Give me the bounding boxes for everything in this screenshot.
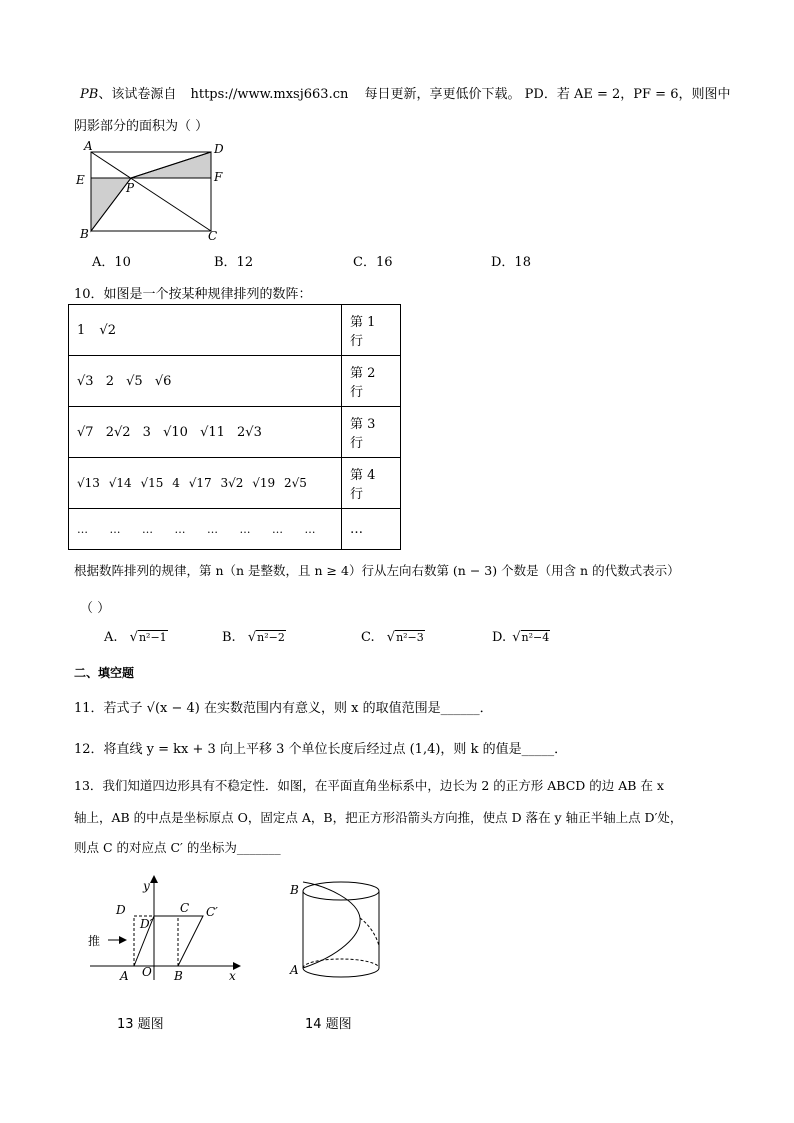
matrix-cell: √5 bbox=[126, 373, 143, 389]
row-4-label: 第 4 行 bbox=[342, 458, 401, 509]
matrix-cell: 2 bbox=[105, 373, 114, 389]
q12-text: 12．将直线 y = kx + 3 向上平移 3 个单位长度后经过点 (1,4)，则 k 的值是_____． bbox=[74, 742, 568, 757]
row-3-label: 第 3 行 bbox=[342, 407, 401, 458]
q13-caption: 13 题图 bbox=[117, 1017, 164, 1032]
row-4-values bbox=[69, 458, 342, 509]
q9-condition: PD．若 AE = 2，PF = 6，则图中 bbox=[524, 87, 731, 102]
option-letter: B. bbox=[222, 630, 236, 645]
matrix-cell: … bbox=[272, 522, 283, 536]
q9-option-d[interactable]: D．18 bbox=[491, 255, 531, 270]
label-c: C bbox=[180, 901, 190, 915]
q9-line1 bbox=[80, 83, 730, 102]
q9-figure bbox=[74, 138, 234, 242]
q14-figure bbox=[288, 876, 388, 984]
q10-option-c[interactable] bbox=[361, 630, 425, 645]
option-letter: C. bbox=[361, 630, 375, 645]
q11-text: 11．若式子 √(x − 4) 在实数范围内有意义，则 x 的取值范围是______． bbox=[74, 701, 493, 716]
matrix-cell: … bbox=[304, 522, 316, 536]
matrix-cell: √19 bbox=[252, 476, 276, 490]
q13-line3: 则点 C 的对应点 C′ 的坐标为_______ bbox=[74, 840, 281, 855]
q10-stem: 10．如图是一个按某种规律排列的数阵： bbox=[74, 287, 312, 302]
matrix-cell: √7 bbox=[77, 424, 94, 440]
label-y: y bbox=[143, 879, 150, 893]
table-row bbox=[69, 407, 401, 458]
matrix-cell: √14 bbox=[108, 476, 132, 490]
matrix-cell: √2 bbox=[99, 322, 116, 338]
q9-label-a: A bbox=[84, 139, 93, 153]
row-2-label: 第 2 行 bbox=[342, 356, 401, 407]
section-heading: 二、填空题 bbox=[74, 666, 135, 680]
q9-update-text: 每日更新，享更低价下载。 bbox=[364, 87, 521, 102]
matrix-cell: 4 bbox=[172, 476, 180, 490]
matrix-cell: … bbox=[174, 522, 186, 536]
option-letter: D. bbox=[492, 630, 507, 645]
matrix-cell: √10 bbox=[163, 424, 188, 440]
label-a: A bbox=[120, 969, 129, 983]
label-b: B bbox=[290, 883, 299, 897]
matrix-cell: 2√3 bbox=[237, 424, 262, 440]
q10-rule-text: 根据数阵排列的规律，第 n（n 是整数，且 n ≥ 4）行从左向右数第 (n − 3) 个数是（用含 n 的代数式表示） bbox=[74, 563, 680, 578]
q10-option-d[interactable] bbox=[492, 630, 550, 645]
q9-url[interactable]: https://www.mxsj663.cn bbox=[190, 87, 349, 102]
matrix-cell: … bbox=[239, 522, 251, 536]
matrix-cell: √3 bbox=[77, 373, 94, 389]
q9-label-p: P bbox=[126, 181, 135, 195]
row-2-values bbox=[69, 356, 342, 407]
row-1-label: 第 1 行 bbox=[342, 305, 401, 356]
q9-line2: 阴影部分的面积为（ ） bbox=[74, 119, 209, 134]
q13-line2: 轴上，AB 的中点是坐标原点 O，固定点 A，B，把正方形沿箭头方向推，使点 D 落在 y 轴正半轴上点 D′处， bbox=[74, 810, 683, 825]
sqrt-icon: √n²−4 bbox=[512, 630, 550, 645]
matrix-cell: … bbox=[109, 522, 121, 536]
table-row bbox=[69, 509, 401, 550]
row-5-values bbox=[69, 509, 342, 550]
table-row bbox=[69, 356, 401, 407]
matrix-cell: 3 bbox=[142, 424, 151, 440]
sqrt-icon: √n²−1 bbox=[129, 630, 167, 645]
q14-caption: 14 题图 bbox=[305, 1017, 352, 1032]
row-5-label: … bbox=[342, 509, 401, 550]
matrix-cell: … bbox=[77, 522, 88, 536]
matrix-cell: 2√5 bbox=[283, 476, 307, 490]
matrix-cell: √11 bbox=[200, 424, 225, 440]
q9-label-e: E bbox=[76, 173, 85, 187]
table-row bbox=[69, 305, 401, 356]
matrix-cell: √6 bbox=[154, 373, 172, 389]
option-letter: A. bbox=[104, 630, 118, 645]
q10-option-a[interactable] bbox=[104, 630, 168, 645]
option-expr: n²−3 bbox=[396, 631, 424, 644]
label-a: A bbox=[290, 963, 299, 977]
q9-source-text: 、该试卷源自 bbox=[98, 87, 177, 102]
q13-figure bbox=[82, 872, 252, 987]
q9-option-b[interactable]: B．12 bbox=[214, 255, 254, 270]
matrix-cell: … bbox=[207, 522, 218, 536]
label-b: B bbox=[174, 969, 183, 983]
q9-option-a[interactable]: A．10 bbox=[92, 255, 131, 270]
matrix-cell: 3√2 bbox=[220, 476, 244, 490]
q9-label-d: D bbox=[214, 142, 224, 156]
matrix-cell: 1 bbox=[77, 322, 86, 338]
option-expr: n²−4 bbox=[521, 631, 550, 644]
q9-label-b: B bbox=[80, 227, 89, 241]
sqrt-icon: √n²−2 bbox=[247, 630, 285, 645]
label-x: x bbox=[229, 969, 236, 983]
cylinder-bottom-front bbox=[303, 968, 379, 977]
q9-pb: PB bbox=[80, 87, 99, 102]
matrix-cell: √13 bbox=[77, 476, 100, 490]
matrix-cell: √15 bbox=[140, 476, 164, 490]
helix-back bbox=[360, 918, 379, 946]
row-1-values bbox=[69, 305, 342, 356]
q10-blank: （ ） bbox=[80, 601, 111, 616]
option-expr: n²−1 bbox=[138, 631, 167, 644]
table-row bbox=[69, 458, 401, 509]
number-matrix-table bbox=[68, 304, 401, 550]
q9-option-c[interactable]: C．16 bbox=[353, 255, 393, 270]
q9-label-f: F bbox=[214, 170, 223, 184]
matrix-cell: √17 bbox=[188, 476, 212, 490]
q9-label-c: C bbox=[208, 229, 218, 242]
matrix-cell: 2√2 bbox=[105, 424, 131, 440]
q10-option-b[interactable] bbox=[222, 630, 286, 645]
label-cp: C′ bbox=[206, 905, 218, 919]
option-expr: n²−2 bbox=[257, 631, 285, 644]
label-push: 推 bbox=[88, 934, 101, 948]
matrix-cell: … bbox=[142, 522, 153, 536]
label-o: O bbox=[142, 965, 152, 979]
label-d: D bbox=[116, 903, 126, 917]
helix-front bbox=[303, 882, 360, 968]
label-dp: D′ bbox=[140, 917, 153, 931]
sqrt-icon: √n²−3 bbox=[386, 630, 424, 645]
q13-line1: 13．我们知道四边形具有不稳定性．如图，在平面直角坐标系中，边长为 2 的正方形 ABCD 的边 AB 在 x bbox=[74, 778, 664, 793]
row-3-values bbox=[69, 407, 342, 458]
